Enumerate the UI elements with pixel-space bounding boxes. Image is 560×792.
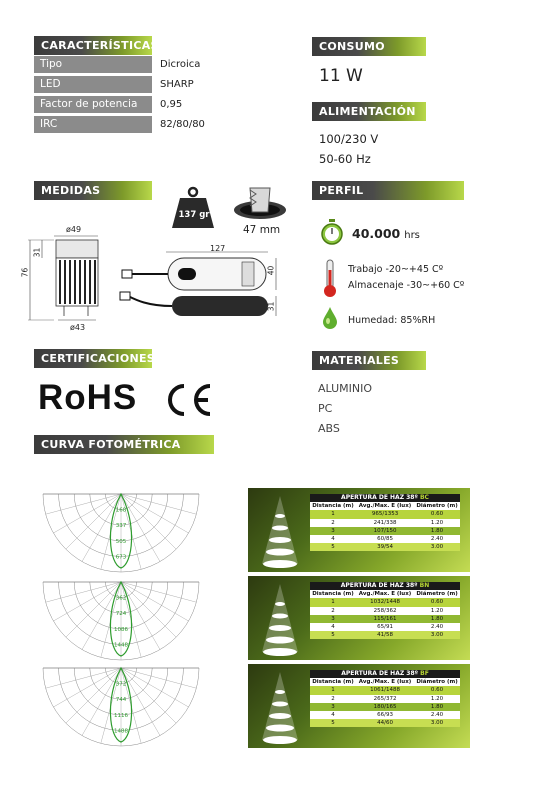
depth-value: 47 mm: [243, 224, 281, 236]
humedad: Humedad: 85%RH: [348, 315, 436, 326]
beam-table-title: [310, 670, 460, 678]
ring-value-label: 337: [115, 523, 127, 530]
cell: 2.40: [414, 535, 460, 543]
cell: 4: [310, 623, 356, 631]
beam-cone-icon: [260, 582, 300, 656]
cell: 1032/1448: [356, 598, 414, 606]
dim-diameter-49: ø49: [66, 225, 82, 234]
cell: 2.40: [414, 711, 460, 719]
cell: 0.60: [414, 598, 460, 606]
photometric-curve-chart: [36, 578, 206, 662]
cell: 1: [310, 598, 356, 606]
cell: 3: [310, 527, 356, 535]
humidity-drop-icon: [321, 306, 339, 330]
cell: 107/150: [356, 527, 414, 535]
caracteristicas-header: CARACTERÍSTICAS: [34, 36, 152, 55]
beam-code: BC: [419, 494, 429, 501]
col-header: Distancia (m): [310, 590, 356, 598]
lifetime-hours-value: 40.000: [352, 226, 401, 241]
ring-value-label: 1086: [114, 626, 128, 633]
cell: 2: [310, 519, 356, 527]
material-item-pc: PC: [318, 402, 333, 415]
material-item-abs: ABS: [318, 422, 340, 435]
cell: 1: [310, 686, 356, 694]
beam-table-bf: [248, 664, 470, 748]
alimentacion-voltage: 100/230 V: [319, 132, 379, 146]
dim-diameter-43: ø43: [70, 323, 86, 332]
cell: 65/91: [356, 623, 414, 631]
spec-label-irc: IRC: [34, 116, 152, 133]
beam-data-table: [310, 494, 460, 551]
spec-label-factor: Factor de potencia: [34, 96, 152, 113]
cell: 180/165: [356, 703, 414, 711]
polar-grid-spoke: [121, 668, 176, 723]
polar-grid-spoke: [121, 582, 176, 637]
beam-code: BF: [420, 670, 429, 677]
col-header: Diámetro (m): [414, 678, 460, 686]
cell: 44/60: [356, 719, 414, 727]
cell: 2.40: [414, 623, 460, 631]
cell: 60/85: [356, 535, 414, 543]
spec-label-led: LED: [34, 76, 152, 93]
consumo-header: CONSUMO: [312, 37, 426, 56]
material-item-aluminio: ALUMINIO: [318, 382, 373, 395]
polar-grid-spoke: [121, 582, 196, 602]
cell: 1.80: [414, 703, 460, 711]
ring-value-label: 372: [115, 681, 127, 688]
cell: 3.00: [414, 719, 460, 727]
ring-value-label: 1488: [114, 728, 128, 735]
temp-trabajo: Trabajo -20~+45 Cº: [348, 264, 444, 275]
cell: 3.00: [414, 543, 460, 551]
photometric-curve-chart: [36, 490, 206, 574]
consumo-value: 11 W: [319, 66, 363, 86]
col-header: Diámetro (m): [414, 502, 460, 510]
materiales-header: MATERIALES: [312, 351, 426, 370]
polar-grid-spoke: [121, 668, 160, 736]
polar-grid-spoke: [46, 668, 121, 688]
ring-value-label: 1448: [114, 642, 128, 649]
thermometer-icon: [322, 258, 338, 298]
cell: 265/372: [356, 695, 414, 703]
col-header: Distancia (m): [310, 502, 356, 510]
cell: 3: [310, 615, 356, 623]
alimentacion-header: ALIMENTACIÓN: [312, 102, 426, 121]
beam-table-bc: [248, 488, 470, 572]
polar-grid-spoke: [121, 582, 160, 650]
ring-value-label: 1116: [114, 712, 128, 719]
dim-length-127: 127: [210, 244, 226, 253]
cell: 1.20: [414, 607, 460, 615]
beam-cone-icon: [260, 494, 300, 568]
cell: 5: [310, 543, 356, 551]
photometric-curve-chart: [36, 664, 206, 748]
certificaciones-header: CERTIFICACIONES: [34, 349, 152, 368]
beam-data-table: [310, 582, 460, 639]
cell: 4: [310, 535, 356, 543]
col-header: Avg./Max. E (lux): [356, 590, 414, 598]
polar-grid-spoke: [121, 494, 176, 549]
cell: 41/58: [356, 631, 414, 639]
lifetime-hours-unit: hrs: [404, 230, 420, 241]
cell: 115/161: [356, 615, 414, 623]
beam-title-text: APERTURA DE HAZ 38º: [341, 494, 418, 501]
spec-value-irc: 82/80/80: [160, 119, 205, 130]
beam-table-bn: [248, 576, 470, 660]
ring-value-label: 673: [115, 554, 127, 561]
polar-grid-spoke: [46, 494, 121, 514]
ring-value-label: 362: [115, 595, 127, 602]
polar-grid-spoke: [121, 494, 196, 514]
cell: 1.20: [414, 695, 460, 703]
cell: 4: [310, 711, 356, 719]
weight-value: 137 gr: [178, 210, 210, 220]
cell: 1.20: [414, 519, 460, 527]
spec-value-factor: 0,95: [160, 99, 183, 110]
dim-height-31-driver: 31: [266, 301, 276, 312]
polar-grid-spoke: [121, 668, 196, 688]
col-header: Distancia (m): [310, 678, 356, 686]
ring-value-label: 168: [115, 507, 127, 514]
cell: 258/362: [356, 607, 414, 615]
col-header: Avg./Max. E (lux): [356, 502, 414, 510]
cell: 1.80: [414, 615, 460, 623]
cell: 39/54: [356, 543, 414, 551]
cell: 1: [310, 510, 356, 518]
stopwatch-icon: [320, 219, 344, 245]
ring-value-label: 744: [115, 697, 127, 704]
rohs-logo: RoHS: [38, 378, 138, 417]
polar-grid-spoke: [46, 582, 121, 602]
cell: 1061/1488: [356, 686, 414, 694]
weight-icon: [170, 186, 216, 230]
beam-code: BN: [419, 582, 430, 589]
beam-table-title: [310, 494, 460, 502]
beam-data-table: [310, 670, 460, 727]
spec-value-tipo: Dicroica: [160, 59, 201, 70]
curva-header: CURVA FOTOMÉTRICA: [34, 435, 214, 454]
beam-title-text: APERTURA DE HAZ 38º: [340, 582, 418, 589]
beam-title-text: APERTURA DE HAZ 38º: [341, 670, 419, 677]
spec-label-tipo: Tipo: [34, 56, 152, 73]
beam-table-title: [310, 582, 460, 590]
col-header: Diámetro (m): [414, 590, 460, 598]
lamp-dimension-drawing: [20, 224, 120, 334]
ce-mark: [164, 383, 214, 417]
alimentacion-frequency: 50-60 Hz: [319, 152, 371, 166]
cell: 0.60: [414, 686, 460, 694]
cell: 241/338: [356, 519, 414, 527]
lifetime-hours: [352, 226, 420, 241]
ring-value-label: 724: [115, 611, 127, 618]
cell: 1.80: [414, 527, 460, 535]
cell: 2: [310, 695, 356, 703]
cell: 0.60: [414, 510, 460, 518]
polar-grid-spoke: [66, 494, 121, 549]
cell: 3: [310, 703, 356, 711]
polar-grid-spoke: [66, 668, 121, 723]
driver-dimension-drawing: [118, 248, 298, 328]
spec-value-led: SHARP: [160, 79, 194, 90]
cell: 965/1353: [356, 510, 414, 518]
cell: 66/93: [356, 711, 414, 719]
medidas-header: MEDIDAS: [34, 181, 152, 200]
polar-grid-spoke: [121, 494, 160, 562]
cell: 5: [310, 631, 356, 639]
polar-grid-spoke: [66, 582, 121, 637]
recess-depth-icon: [232, 186, 288, 222]
cell: 2: [310, 607, 356, 615]
cell: 5: [310, 719, 356, 727]
dim-height-76: 76: [20, 267, 30, 278]
temp-almacenaje: Almacenaje -30~+60 Cº: [348, 280, 465, 291]
perfil-header: PERFIL MEDIOAMBIENTAL: [312, 181, 464, 200]
col-header: Avg./Max. E (lux): [356, 678, 414, 686]
cell: 3.00: [414, 631, 460, 639]
dim-height-31: 31: [32, 247, 42, 258]
beam-cone-icon: [260, 670, 300, 744]
dim-width-40: 40: [266, 265, 276, 276]
ring-value-label: 505: [115, 538, 127, 545]
